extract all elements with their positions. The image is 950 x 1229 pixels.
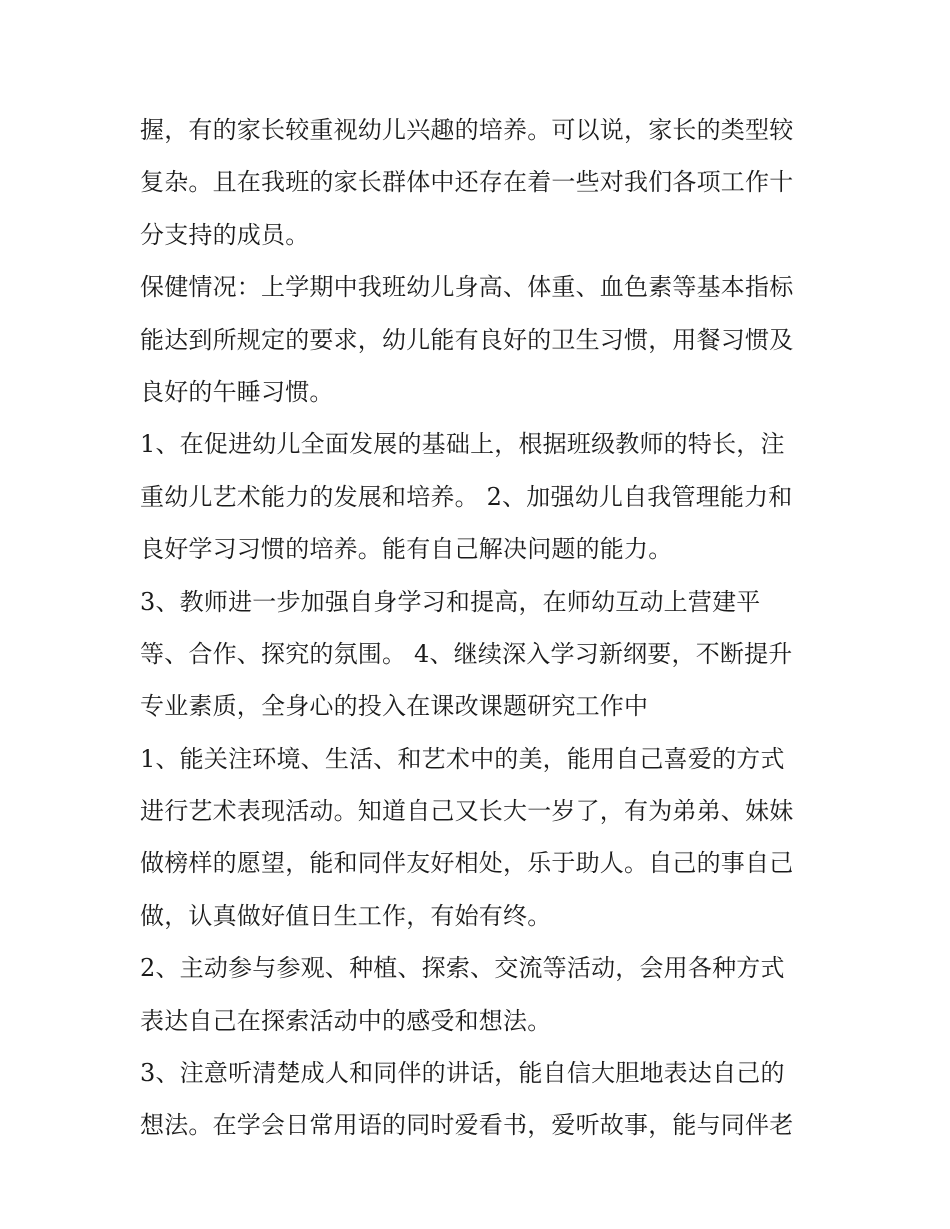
text-line: 做，认真做好值日生工作，有始有终。 (140, 901, 552, 930)
text-line: 良好学习习惯的培养。能有自己解决问题的能力。 (140, 535, 673, 564)
text-line: 表达自己在探索活动中的感受和想法。 (140, 1006, 552, 1035)
text-line: 复杂。且在我班的家长群体中还存在着一些对我们各项工作十 (140, 168, 794, 197)
text-line: 2、主动参与参观、种植、探索、交流等活动，会用各种方式 (140, 954, 785, 983)
text-line: 3、注意听清楚成人和同伴的讲话，能自信大胆地表达自己的 (140, 1059, 785, 1088)
text-line: 1、在促进幼儿全面发展的基础上，根据班级教师的特长，注 (140, 430, 785, 459)
text-line: 专业素质，全身心的投入在课改课题研究工作中 (140, 692, 649, 721)
text-line: 握，有的家长较重视幼儿兴趣的培养。可以说，家长的类型较 (140, 116, 794, 144)
text-line: 1、能关注环境、生活、和艺术中的美，能用自己喜爱的方式 (140, 744, 785, 773)
text-line: 做榜样的愿望，能和同伴友好相处，乐于助人。自己的事自己 (140, 849, 794, 878)
text-line: 想法。在学会日常用语的同时爱看书，爱听故事，能与同伴老 (140, 1111, 794, 1140)
text-line: 等、合作、探究的氛围。 4、继续深入学习新纲要，不断提升 (140, 639, 793, 668)
text-line: 分支持的成员。 (140, 220, 310, 249)
text-line: 进行艺术表现活动。知道自己又长大一岁了，有为弟弟、妹妹 (140, 797, 794, 826)
text-line: 能达到所规定的要求，幼儿能有良好的卫生习惯，用餐习惯及 (140, 325, 794, 354)
document-body (140, 104, 830, 1152)
text-line: 保健情况：上学期中我班幼儿身高、体重、血色素等基本指标 (140, 273, 794, 302)
text-line: 重幼儿艺术能力的发展和培养。 2、加强幼儿自我管理能力和 (140, 482, 793, 511)
text-line: 3、教师进一步加强自身学习和提高，在师幼互动上营建平 (140, 587, 761, 616)
text-line: 良好的午睡习惯。 (140, 377, 334, 406)
